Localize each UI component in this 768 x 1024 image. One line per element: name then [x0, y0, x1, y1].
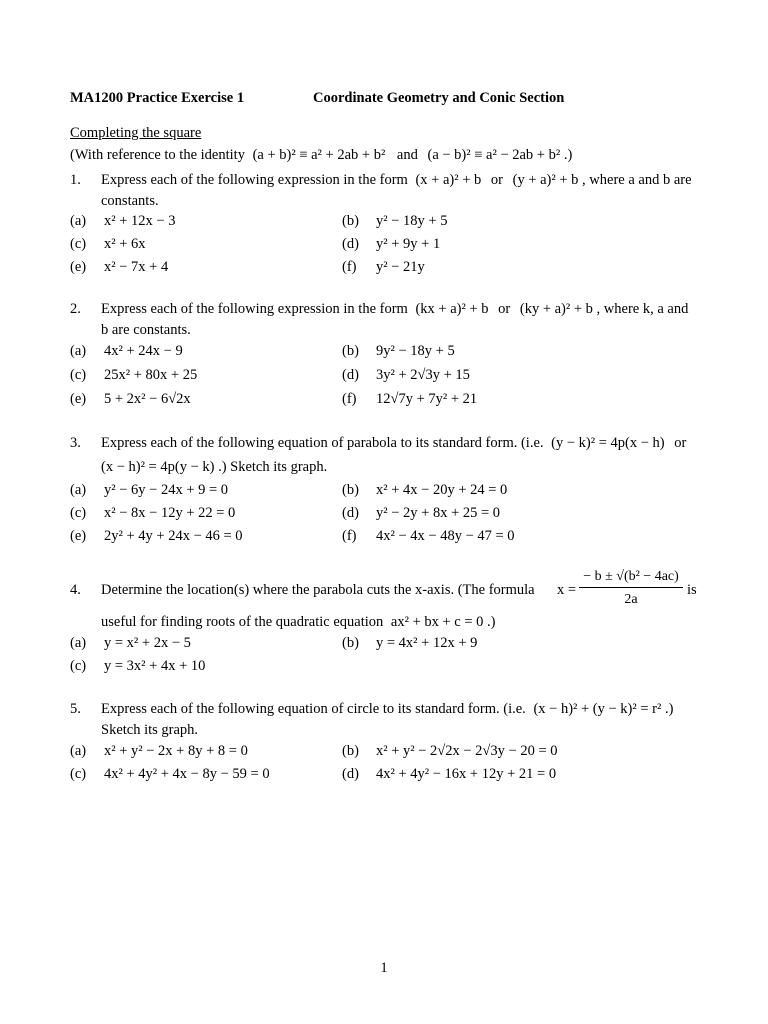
q1-text-end: , where a and b are [582, 172, 692, 188]
q4-formula-fraction [579, 569, 683, 608]
q4-quadratic-eq: ax² + bx + c = 0 .) [390, 614, 496, 630]
q1-part-label: (d) [342, 236, 359, 252]
topic-title: Coordinate Geometry and Conic Section [313, 90, 565, 106]
q4-formula-numerator: − b ± √(b² − 4ac) [579, 569, 683, 588]
q3-part-expr: 2y² + 4y + 24x − 46 = 0 [104, 528, 243, 544]
q1-part-expr: y² − 21y [376, 259, 425, 275]
q5-part-expr: 4x² + 4y² + 4x − 8y − 59 = 0 [104, 766, 270, 782]
q1-part-expr: x² − 7x + 4 [104, 259, 169, 275]
q1-part-label: (b) [342, 213, 359, 229]
section-heading: Completing the square [70, 125, 202, 141]
q1-text-start: Express each of the following expression in the form [101, 172, 408, 188]
q2-part-expr: 3y² + 2√3y + 15 [376, 367, 470, 383]
q3-part-expr: x² − 8x − 12y + 22 = 0 [104, 505, 236, 521]
q1-form-2: (y + a)² + b [512, 172, 579, 188]
q3-part-label: (f) [342, 528, 357, 544]
q5-text [101, 700, 673, 718]
q1-part-label: (c) [70, 236, 87, 252]
q5-number: 5. [70, 701, 81, 717]
q2-text [101, 300, 688, 318]
q3-text-line2 [101, 458, 327, 476]
identity-1: (a + b)² ≡ a² + 2ab + b² [252, 147, 386, 163]
q2-part-expr: 4x² + 24x − 9 [104, 343, 183, 359]
q2-number: 2. [70, 301, 81, 317]
q2-part-expr: 9y² − 18y + 5 [376, 343, 455, 359]
q3-part-label: (a) [70, 482, 87, 498]
q2-form-1: (kx + a)² + b [415, 301, 489, 317]
q2-text-start: Express each of the following expression in the form [101, 301, 408, 317]
course-title: MA1200 Practice Exercise 1 [70, 90, 245, 106]
q3-number: 3. [70, 435, 81, 451]
identity-line [70, 146, 572, 164]
q1-or: or [490, 172, 503, 188]
q4-part-expr: y = x² + 2x − 5 [104, 635, 191, 651]
q5-text-start: Express each of the following equation of circle to its standard form. (i.e. [101, 701, 526, 717]
q4-part-label: (b) [342, 635, 359, 651]
q2-part-expr: 12√7y + 7y² + 21 [376, 391, 478, 407]
q5-part-expr: 4x² + 4y² − 16x + 12y + 21 = 0 [376, 766, 557, 782]
q3-part-expr: 4x² − 4x − 48y − 47 = 0 [376, 528, 515, 544]
q5-part-label: (d) [342, 766, 359, 782]
q4-part-label: (c) [70, 658, 87, 674]
q5-part-expr: x² + y² − 2√2x − 2√3y − 20 = 0 [376, 743, 558, 759]
q4-number: 4. [70, 582, 81, 598]
q2-part-label: (d) [342, 367, 359, 383]
q3-part-expr: y² − 2y + 8x + 25 = 0 [376, 505, 501, 521]
q3-form-2: (x − h)² = 4p(y − k) [101, 459, 215, 475]
q3-or: or [674, 435, 687, 451]
q1-part-expr: y² + 9y + 1 [376, 236, 441, 252]
q3-part-label: (b) [342, 482, 359, 498]
q4-part-expr: y = 3x² + 4x + 10 [104, 658, 206, 674]
q2-or: or [498, 301, 511, 317]
q3-part-label: (d) [342, 505, 359, 521]
q1-part-label: (a) [70, 213, 87, 229]
q4-is: is [687, 582, 697, 598]
q5-text-line2: Sketch its graph. [101, 722, 199, 738]
q1-part-expr: y² − 18y + 5 [376, 213, 448, 229]
q3-text-end: .) Sketch its graph. [218, 459, 328, 475]
q3-part-expr: y² − 6y − 24x + 9 = 0 [104, 482, 229, 498]
q2-part-label: (e) [70, 391, 87, 407]
q3-text-start: Express each of the following equation of parabola to its standard form. (i.e. [101, 435, 544, 451]
page-number: 1 [380, 960, 388, 976]
q4-text-start: Determine the location(s) where the parabola cuts the x-axis. (The formula [101, 582, 535, 598]
q3-text [101, 434, 686, 452]
q4-formula-denominator: 2a [624, 592, 638, 607]
q2-part-label: (b) [342, 343, 359, 359]
q5-part-label: (a) [70, 743, 87, 759]
q2-part-expr: 5 + 2x² − 6√2x [104, 391, 191, 407]
identity-intro: (With reference to the identity [70, 147, 245, 163]
q1-part-expr: x² + 12x − 3 [104, 213, 176, 229]
q4-text-line2 [101, 613, 496, 631]
q5-part-expr: x² + y² − 2x + 8y + 8 = 0 [104, 743, 248, 759]
q2-part-label: (c) [70, 367, 87, 383]
q2-part-label: (a) [70, 343, 87, 359]
q3-part-expr: x² + 4x − 20y + 24 = 0 [376, 482, 508, 498]
q1-part-expr: x² + 6x [104, 236, 146, 252]
q4-text-line2-start: useful for finding roots of the quadratic equation [101, 614, 384, 630]
q2-part-label: (f) [342, 391, 357, 407]
q1-text-line2: constants. [101, 193, 159, 209]
q1-number: 1. [70, 172, 81, 188]
q3-part-label: (e) [70, 528, 87, 544]
q2-form-2: (ky + a)² + b [519, 301, 593, 317]
q1-text [101, 171, 692, 189]
q2-part-expr: 25x² + 80x + 25 [104, 367, 198, 383]
q4-formula-lhs: x = [557, 582, 577, 598]
q5-form: (x − h)² + (y − k)² = r² .) [533, 701, 674, 717]
q4-part-expr: y = 4x² + 12x + 9 [376, 635, 478, 651]
q4-part-label: (a) [70, 635, 87, 651]
identity-2: (a − b)² ≡ a² − 2ab + b² .) [427, 147, 573, 163]
identity-and: and [396, 147, 418, 163]
q3-part-label: (c) [70, 505, 87, 521]
q5-part-label: (c) [70, 766, 87, 782]
q1-form-1: (x + a)² + b [415, 172, 482, 188]
q1-part-label: (f) [342, 259, 357, 275]
q2-text-line2: b are constants. [101, 322, 191, 338]
q5-part-label: (b) [342, 743, 359, 759]
q1-part-label: (e) [70, 259, 87, 275]
q3-form-1: (y − k)² = 4p(x − h) [551, 435, 665, 451]
q2-text-end: , where k, a and [596, 301, 689, 317]
